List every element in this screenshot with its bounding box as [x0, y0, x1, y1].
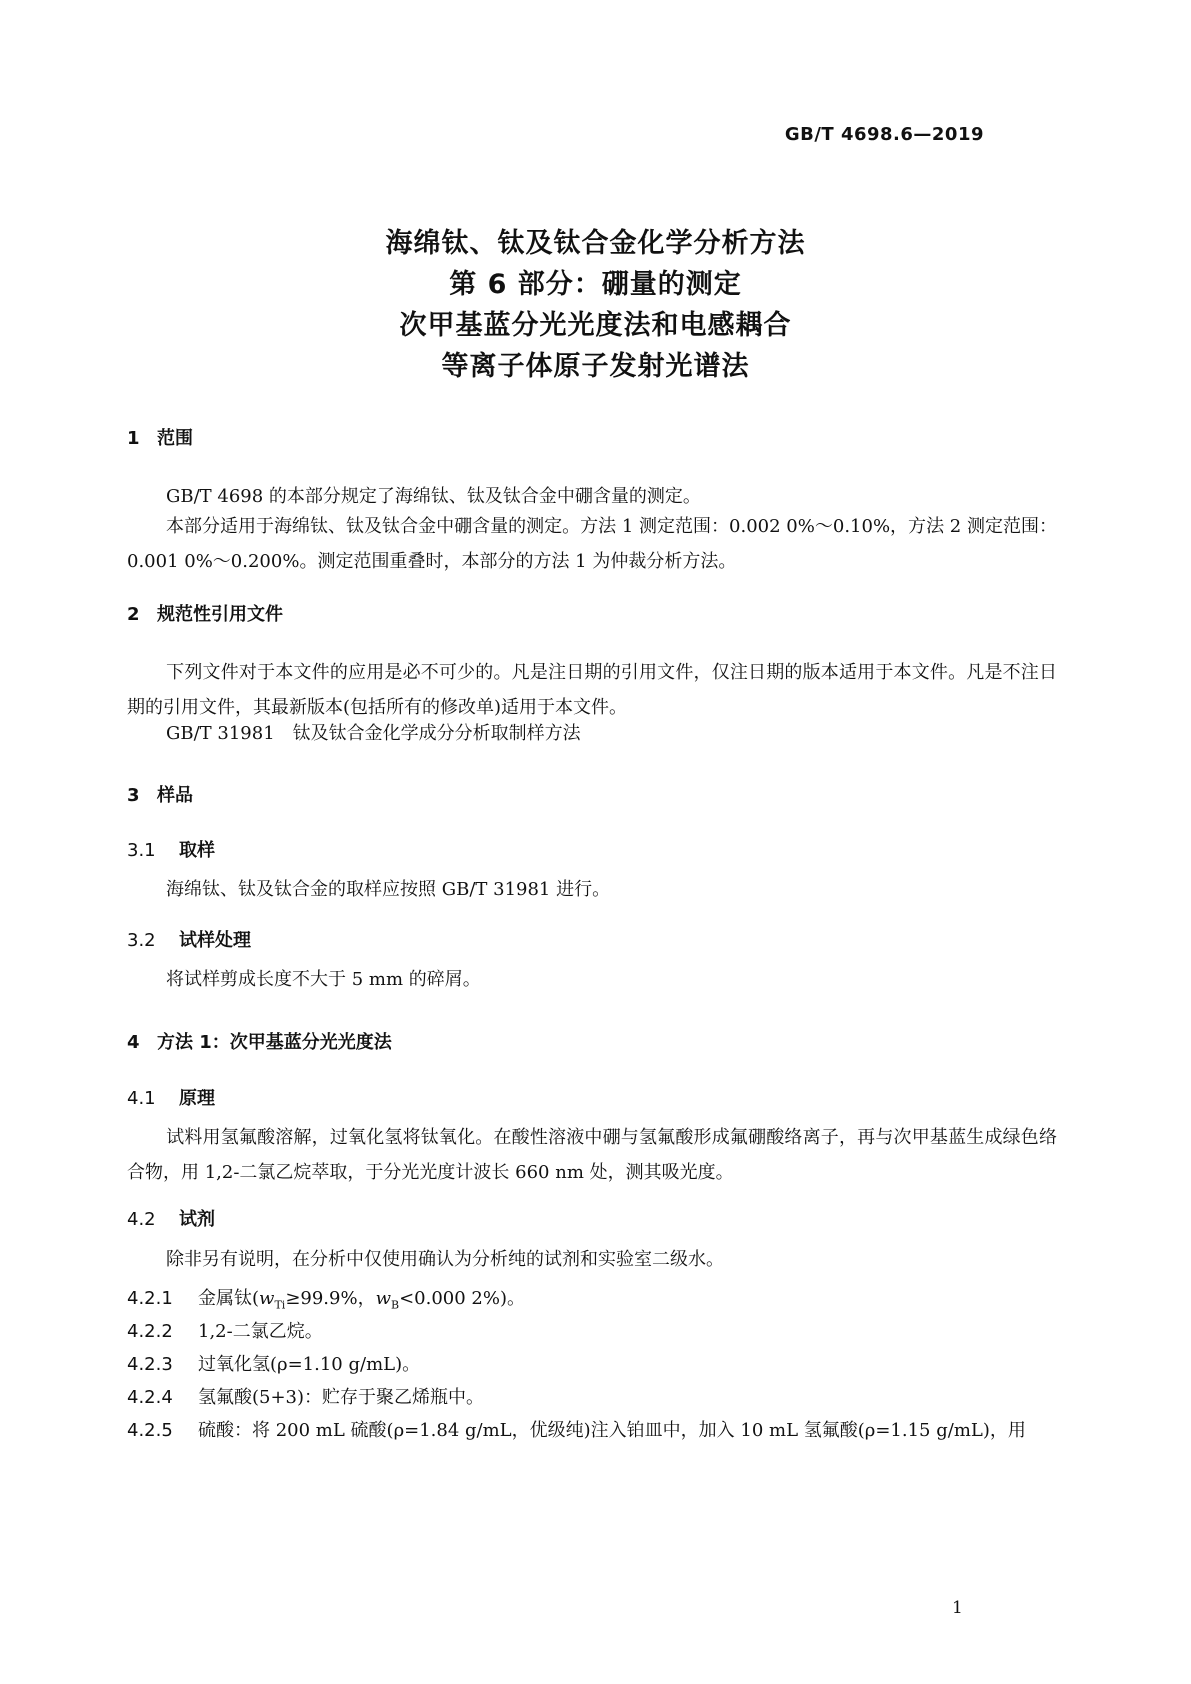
title-line-4: 等离子体原子发射光谱法	[441, 351, 750, 382]
section-title: 方法 1：次甲基蓝分光光度法	[157, 1032, 392, 1053]
item-text: 氢氟酸(5+3)：贮存于聚乙烯瓶中。	[198, 1387, 485, 1408]
reagent-item-4-2-3	[127, 1350, 420, 1376]
subsection-title: 取样	[179, 840, 215, 861]
document-title	[0, 223, 1191, 387]
subsection-title: 试剂	[179, 1209, 215, 1230]
section-number: 3	[127, 785, 140, 806]
section-title: 样品	[157, 785, 193, 806]
section-number: 4	[127, 1032, 140, 1053]
paragraph-text: 将试样剪成长度不大于 5 mm 的碎屑。	[166, 969, 481, 990]
section-2-heading	[127, 600, 283, 626]
paragraph-text: 下列文件对于本文件的应用是必不可少的。凡是注日期的引用文件，仅注日期的版本适用于本文件。凡是不注日期的引用文件，其最新版本(包括所有的修改单)适用于本文件。	[127, 662, 1057, 718]
section-3-2-heading	[127, 926, 251, 952]
paragraph-text: 海绵钛、钛及钛合金的取样应按照 GB/T 31981 进行。	[166, 879, 611, 900]
reagent-item-4-2-5	[127, 1416, 1026, 1442]
section-title: 范围	[157, 428, 193, 449]
section-4-1-text	[127, 1120, 1057, 1190]
paragraph-text: GB/T 4698 的本部分规定了海绵钛、钛及钛合金中硼含量的测定。	[166, 486, 701, 507]
page-number: 1	[952, 1598, 963, 1618]
item-number: 4.2.2	[127, 1321, 173, 1342]
item-sub-b: B	[391, 1298, 400, 1312]
item-text: 1,2-二氯乙烷。	[198, 1321, 323, 1342]
reagent-item-4-2-1	[127, 1284, 525, 1312]
section-1-paragraph-2	[127, 509, 1057, 579]
section-2-reference	[127, 716, 1057, 751]
title-line-2: 第 6 部分：硼量的测定	[449, 269, 742, 300]
subsection-number: 4.2	[127, 1209, 156, 1230]
paragraph-text: 本部分适用于海绵钛、钛及钛合金中硼含量的测定。方法 1 测定范围：0.002 0%～0.10%，方法 2 测定范围：0.001 0%～0.200%。测定范围重叠时，本部分的方法 1 为仲裁分析方法。	[127, 516, 1057, 572]
subsection-number: 3.2	[127, 930, 156, 951]
reference-text: GB/T 31981 钛及钛合金化学成分分析取制样方法	[166, 723, 581, 744]
item-number: 4.2.1	[127, 1288, 173, 1309]
item-number: 4.2.4	[127, 1387, 173, 1408]
title-line-3: 次甲基蓝分光光度法和电感耦合	[399, 310, 792, 341]
item-text: 过氧化氢(ρ=1.10 g/mL)。	[198, 1354, 421, 1375]
section-number: 2	[127, 604, 140, 625]
standard-code: GB/T 4698.6—2019	[784, 124, 984, 145]
reagent-item-4-2-4	[127, 1383, 484, 1409]
item-number: 4.2.3	[127, 1354, 173, 1375]
section-4-1-heading	[127, 1084, 215, 1110]
paragraph-text: 试料用氢氟酸溶解，过氧化氢将钛氧化。在酸性溶液中硼与氢氟酸形成氟硼酸络离子，再与次甲基蓝生成绿色络合物，用 1,2-二氯乙烷萃取，于分光光度计波长 660 nm 处，测其吸光度。	[127, 1127, 1057, 1183]
section-number: 1	[127, 428, 140, 449]
subsection-title: 原理	[179, 1088, 215, 1109]
subsection-number: 3.1	[127, 840, 156, 861]
item-text-a: 金属钛(	[198, 1288, 260, 1309]
title-line-1: 海绵钛、钛及钛合金化学分析方法	[385, 228, 806, 259]
section-1-heading	[127, 424, 193, 450]
section-3-heading	[127, 781, 193, 807]
section-4-heading	[127, 1028, 392, 1054]
item-symbol-w2: w	[375, 1288, 391, 1309]
item-text-c: <0.000 2%)。	[399, 1288, 526, 1309]
item-sub-ti: Ti	[274, 1298, 286, 1312]
subsection-title: 试样处理	[179, 930, 251, 951]
section-3-1-heading	[127, 836, 215, 862]
section-title: 规范性引用文件	[157, 604, 283, 625]
paragraph-text: 除非另有说明，在分析中仅使用确认为分析纯的试剂和实验室二级水。	[166, 1249, 724, 1270]
item-text: 硫酸：将 200 mL 硫酸(ρ=1.84 g/mL，优级纯)注入铂皿中，加入 10 mL 氢氟酸(ρ=1.15 g/mL)，用	[198, 1420, 1026, 1441]
item-text-b: ≥99.9%，	[285, 1288, 376, 1309]
reagent-item-4-2-2	[127, 1317, 323, 1343]
section-4-2-heading	[127, 1205, 215, 1231]
section-3-2-text	[127, 962, 1057, 997]
section-2-paragraph-1	[127, 655, 1057, 725]
subsection-number: 4.1	[127, 1088, 156, 1109]
section-3-1-text	[127, 872, 1057, 907]
section-4-2-intro	[127, 1242, 1057, 1277]
item-symbol-w: w	[259, 1288, 275, 1309]
item-number: 4.2.5	[127, 1420, 173, 1441]
